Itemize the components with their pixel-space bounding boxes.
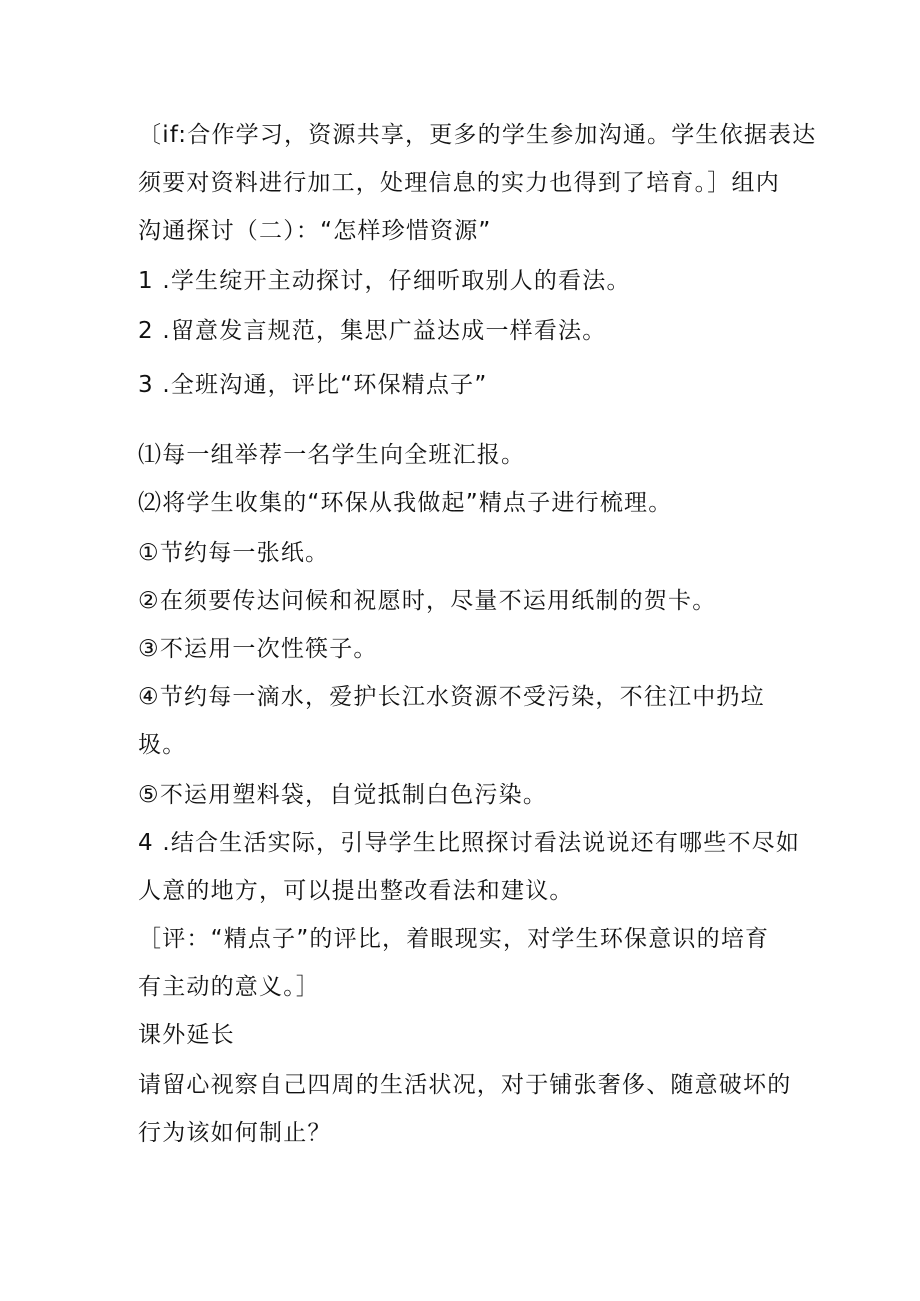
extension-line-2: 行为该如何制止？ [138, 1120, 332, 1146]
step-item-4: 4 .结合生活实际，引导学生比照探讨看法说说还有哪些不尽如 [138, 830, 801, 856]
step-item-2: 2 .留意发言规范，集思广益达成一样看法。 [138, 318, 607, 344]
section-heading-extension: 课外延长 [138, 1022, 235, 1048]
idea-item-2: ②在须要传达问候和祝愿时，尽量不运用纸制的贺卡。 [138, 588, 717, 614]
comment-line-1: 〔if:合作学习，资源共享，更多的学生参加沟通。学生依据表达 [138, 122, 817, 148]
sub-item-2: ⑵将学生收集的“环保从我做起”精点子进行梳理。 [138, 490, 673, 516]
sub-item-1: ⑴每一组举荐一名学生向全班汇报。 [138, 442, 526, 468]
review-line-1: ［评：“精点子”的评比，着眼现实，对学生环保意识的培育 [138, 926, 770, 952]
step-item-4-continued: 人意的地方，可以提出整改看法和建议。 [138, 878, 574, 904]
step-item-3: 3 .全班沟通，评比“环保精点子” [138, 372, 488, 398]
idea-item-3: ③不运用一次性筷子。 [138, 636, 378, 662]
idea-item-4: ④节约每一滴水，爱护长江水资源不受污染，不往江中扔垃 [138, 684, 765, 710]
comment-line-2: 须要对资料进行加工，处理信息的实力也得到了培育。］组内 [138, 170, 780, 196]
idea-item-5: ⑤不运用塑料袋，自觉抵制白色污染。 [138, 782, 548, 808]
section-heading-discussion-2: 沟通探讨（二）：“怎样珍惜资源” [138, 218, 492, 244]
review-line-2: 有主动的意义。］ [138, 974, 321, 1000]
extension-line-1: 请留心视察自己四周的生活状况，对于铺张奢侈、随意破坏的 [138, 1072, 792, 1098]
idea-item-1: ①节约每一张纸。 [138, 540, 330, 566]
step-item-1: 1 .学生绽开主动探讨，仔细听取别人的看法。 [138, 268, 631, 294]
idea-item-4-continued: 圾。 [138, 732, 187, 758]
